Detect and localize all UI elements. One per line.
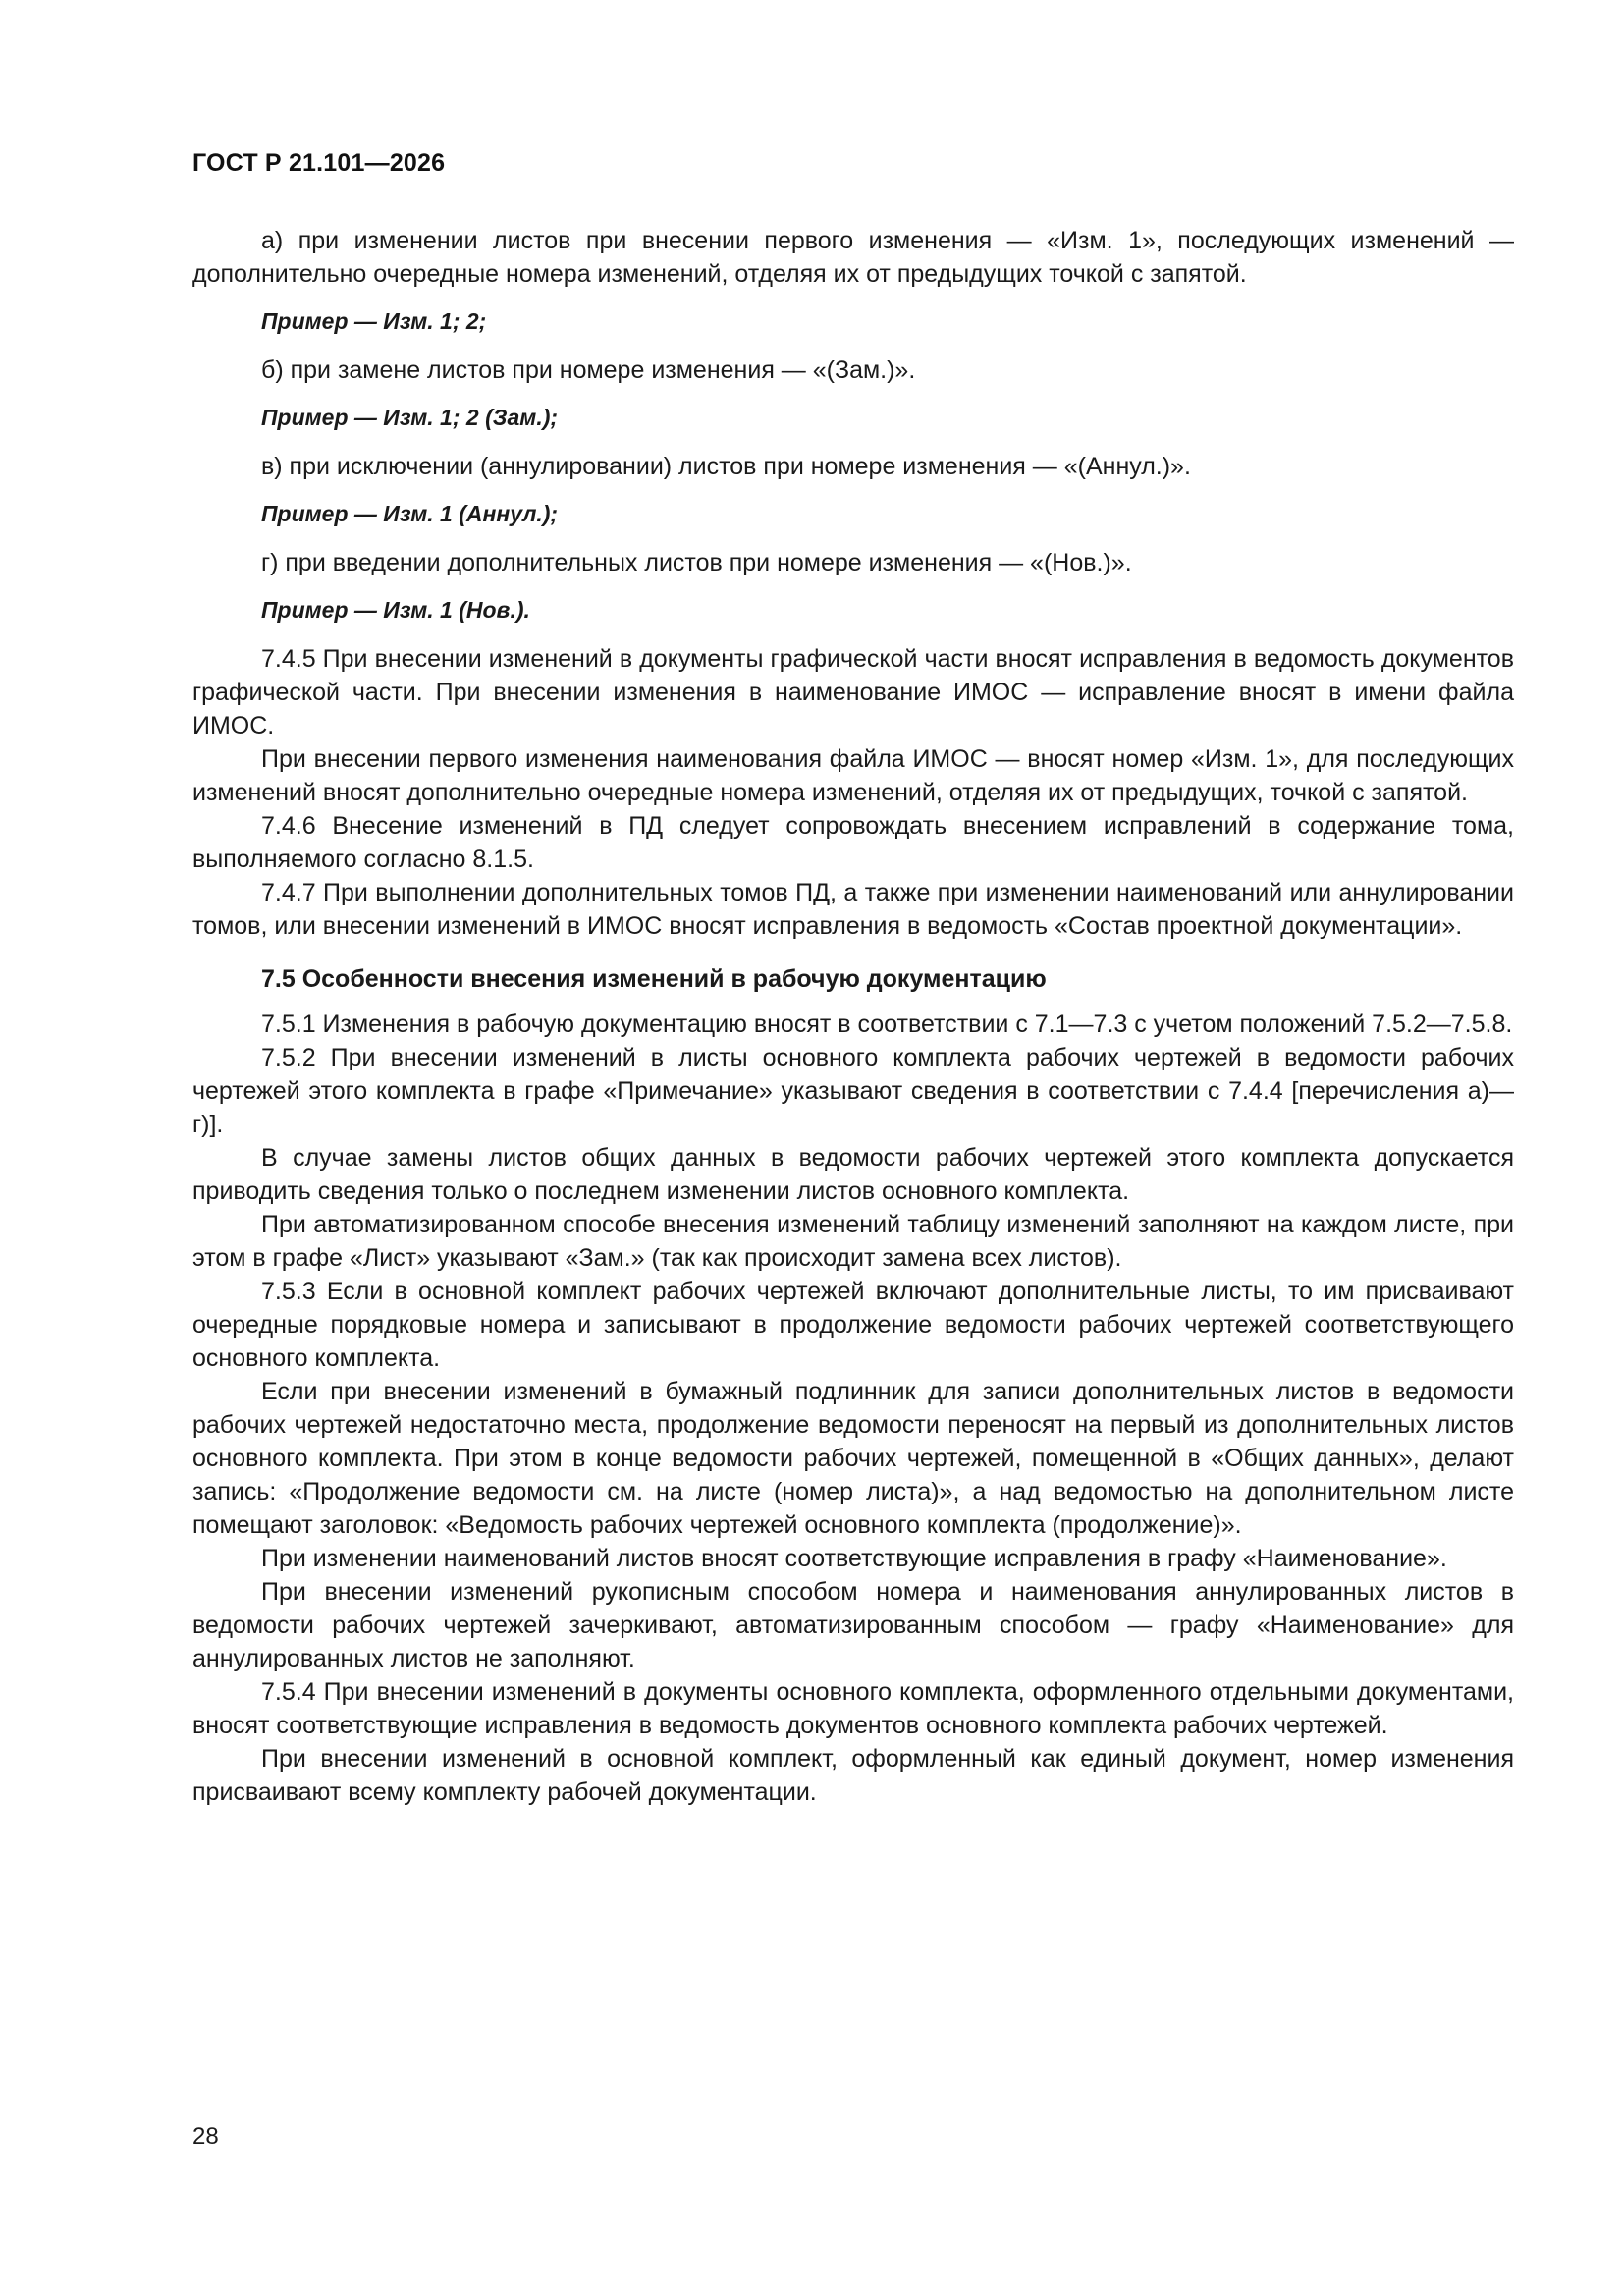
clause-7-5-3: 7.5.3 Если в основной комплект рабочих чертежей включают дополнительные листы, то им присваивают очередные порядковые номера и записывают в продолжение ведомости рабочих чертежей соответствующего основного комплекта. [192,1278,1514,1372]
clause-7-5-2: 7.5.2 При внесении изменений в листы основного комплекта рабочих чертежей в ведомости рабочих чертежей этого комплекта в графе «Примечание» указывают сведения в соответствии с 7.4.4 [перечисления а)—г)]. [192,1044,1514,1138]
list-item-a: а) при изменении листов при внесении первого изменения — «Изм. 1», последующих изменений — дополнительно очередные номера изменений, отделяя их от предыдущих точкой с запятой. [192,227,1514,288]
list-item-b: б) при замене листов при номере изменения — «(Зам.)». [261,356,916,384]
document-header: ГОСТ Р 21.101—2026 [192,149,446,177]
clause-7-5-4: 7.5.4 При внесении изменений в документы основного комплекта, оформленного отдельными документами, вносят соответствующие исправления в ведомость документов основного комплекта рабочих чертежей. [192,1678,1514,1739]
list-item-g: г) при введении дополнительных листов при номере изменения — «(Нов.)». [261,549,1132,576]
example-4: Пример — Изм. 1 (Нов.). [261,597,530,623]
clause-7-5-3-cont-1: Если при внесении изменений в бумажный подлинник для записи дополнительных листов в ведомости рабочих чертежей недостаточно места, продолжение ведомости переносят на первый из дополнительных листов основного комплекта. При этом в конце ведомости рабочих чертежей, помещенной в «Общих данных», делают запись: «Продолжение ведомости см. на листе (номер листа)», а над ведомостью на дополнительном листе помещают заголовок: «Ведомость рабочих чертежей основного комплекта (продолжение)». [192,1378,1514,1539]
clause-7-5-3-cont-3: При внесении изменений рукописным способом номера и наименования аннулированных листов в ведомости рабочих чертежей зачеркивают, автоматизированным способом — графу «Наименование» для аннулированных листов не заполняют. [192,1578,1514,1672]
clause-7-4-5-cont: При внесении первого изменения наименования файла ИМОС — вносят номер «Изм. 1», для последующих изменений вносят дополнительно очередные номера изменений, отделяя их от предыдущих, точкой с запятой. [192,745,1514,806]
section-heading-7-5: 7.5 Особенности внесения изменений в рабочую документацию [261,965,1047,993]
document-body [192,224,1514,1809]
clause-7-4-7: 7.4.7 При выполнении дополнительных томов ПД, а также при изменении наименований или аннулировании томов, или внесении изменений в ИМОС вносят исправления в ведомость «Состав проектной документации». [192,879,1514,940]
page-number: 28 [192,2123,219,2150]
example-1: Пример — Изм. 1; 2; [261,308,487,334]
clause-7-5-3-cont-2: При изменении наименований листов вносят соответствующие исправления в графу «Наименование». [261,1545,1447,1572]
clause-7-5-2-cont-2: При автоматизированном способе внесения изменений таблицу изменений заполняют на каждом листе, при этом в графе «Лист» указывают «Зам.» (так как происходит замена всех листов). [192,1211,1514,1272]
example-2: Пример — Изм. 1; 2 (Зам.); [261,405,559,430]
list-item-v: в) при исключении (аннулировании) листов при номере изменения — «(Аннул.)». [261,453,1191,480]
clause-7-4-5: 7.4.5 При внесении изменений в документы графической части вносят исправления в ведомость документов графической части. При внесении изменения в наименование ИМОС — исправление вносят в имени файла ИМОС. [192,645,1514,739]
clause-7-5-4-cont: При внесении изменений в основной комплект, оформленный как единый документ, номер изменения присваивают всему комплекту рабочей документации. [192,1745,1514,1806]
clause-7-5-2-cont-1: В случае замены листов общих данных в ведомости рабочих чертежей этого комплекта допускается приводить сведения только о последнем изменении листов основного комплекта. [192,1144,1514,1205]
clause-7-4-6: 7.4.6 Внесение изменений в ПД следует сопровождать внесением исправлений в содержание тома, выполняемого согласно 8.1.5. [192,812,1514,873]
clause-7-5-1: 7.5.1 Изменения в рабочую документацию вносят в соответствии с 7.1—7.3 с учетом положений 7.5.2—7.5.8. [261,1011,1513,1038]
example-3: Пример — Изм. 1 (Аннул.); [261,501,559,526]
